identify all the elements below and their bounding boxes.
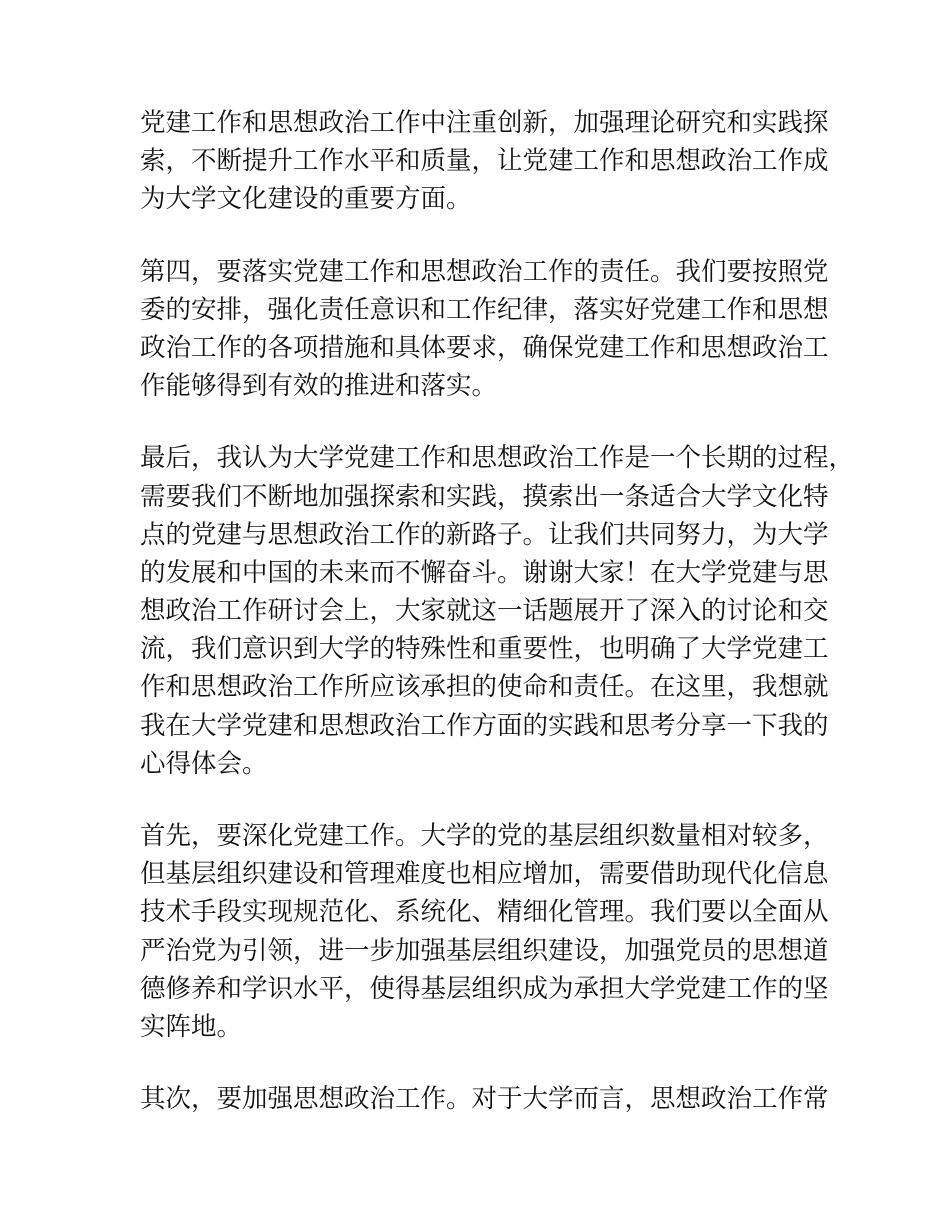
text-line: 严治党为引领，进一步加强基层组织建设，加强党员的思想道	[140, 935, 829, 966]
text-line: 流，我们意识到大学的特殊性和重要性，也明确了大学党建工	[140, 634, 829, 665]
text-line: 第四，要落实党建工作和思想政治工作的责任。我们要按照党	[140, 256, 829, 287]
text-line: 想政治工作研讨会上，大家就这一话题展开了深入的讨论和交	[140, 596, 829, 627]
text-line: 需要我们不断地加强探索和实践，摸索出一条适合大学文化特	[140, 481, 829, 512]
text-column	[140, 104, 855, 1152]
text-line: 党建工作和思想政治工作中注重创新，加强理论研究和实践探	[140, 108, 829, 138]
text-line: 其次，要加强思想政治工作。对于大学而言，思想政治工作常	[140, 1084, 829, 1115]
text-line: 为大学文化建设的重要方面。	[140, 184, 472, 215]
text-line: 点的党建与思想政治工作的新路子。让我们共同努力，为大学	[140, 519, 829, 550]
text-line: 作和思想政治工作所应该承担的使命和责任。在这里，我想就	[140, 672, 829, 703]
text-line: 作能够得到有效的推进和落实。	[140, 371, 498, 402]
paragraph-1	[140, 104, 829, 219]
paragraph-4	[140, 817, 829, 1046]
text-line: 委的安排，强化责任意识和工作纪律，落实好党建工作和思想	[140, 294, 829, 325]
text-line: 实阵地。	[140, 1011, 243, 1042]
paragraph-3	[140, 439, 855, 783]
text-line: 政治工作的各项措施和具体要求，确保党建工作和思想政治工	[140, 332, 829, 363]
text-line: 最后，我认为大学党建工作和思想政治工作是一个长期的过程，	[140, 443, 855, 474]
paragraph-2	[140, 253, 829, 406]
paragraph-5	[140, 1080, 829, 1118]
text-line: 心得体会。	[140, 748, 268, 779]
text-line: 的发展和中国的未来而不懈奋斗。谢谢大家！在大学党建与思	[140, 557, 829, 588]
text-line: 技术手段实现规范化、系统化、精细化管理。我们要以全面从	[140, 897, 829, 928]
text-line: 德修养和学识水平，使得基层组织成为承担大学党建工作的坚	[140, 973, 829, 1004]
text-line: 索，不断提升工作水平和质量，让党建工作和思想政治工作成	[140, 146, 829, 177]
text-line: 首先，要深化党建工作。大学的党的基层组织数量相对较多，	[140, 821, 829, 851]
text-line: 我在大学党建和思想政治工作方面的实践和思考分享一下我的	[140, 710, 829, 741]
text-line: 但基层组织建设和管理难度也相应增加，需要借助现代化信息	[140, 859, 829, 890]
